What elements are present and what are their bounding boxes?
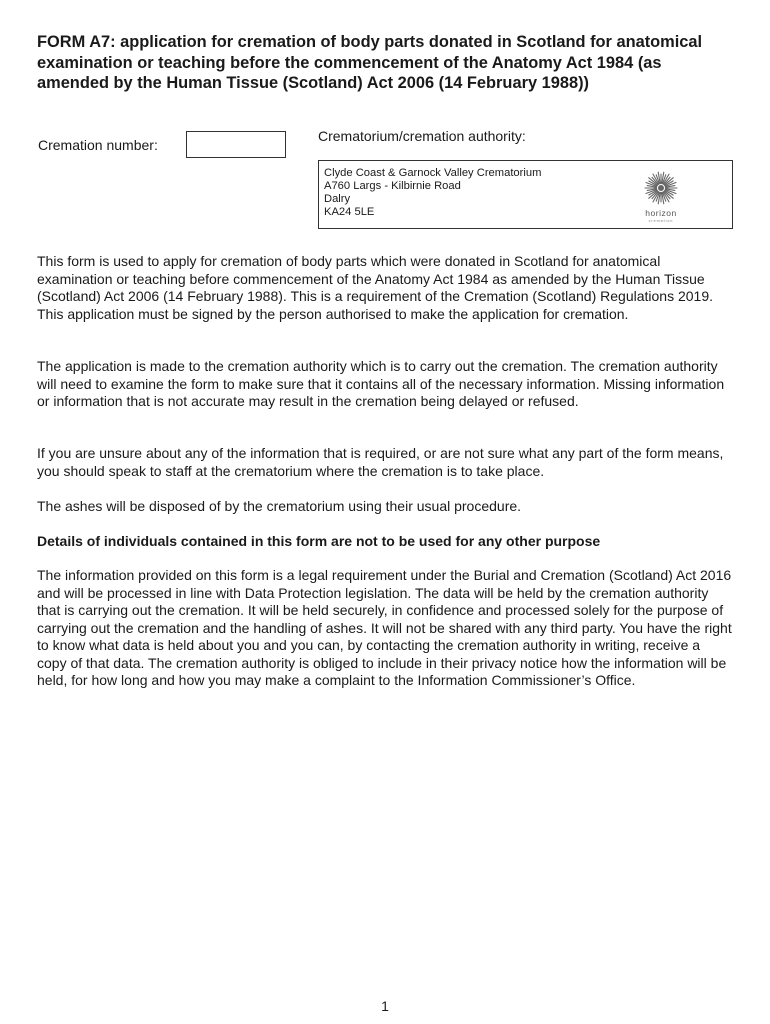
guidance-paragraph: If you are unsure about any of the information that is required, or are not sure what any part of the form means, you should speak to staff at the crematorium where the cremation is to take place. (37, 445, 724, 479)
application-paragraph: The application is made to the cremation authority which is to carry out the cremation. The cremation authority will need to examine the form to make sure that it contains all of the necessary information. Missing information or information that is not accurate may result in the cremation being delayed or refused. (37, 358, 725, 409)
sunburst-logo-icon (641, 171, 681, 207)
crematorium-address (324, 167, 541, 219)
cremation-number-label: Cremation number: (38, 137, 158, 153)
address-line: KA24 5LE (324, 206, 375, 218)
horizon-cremation-logo (641, 171, 681, 223)
data-protection-paragraph: The information provided on this form is a legal requirement under the Burial and Cremation (Scotland) Act 2016 and will be processed in line with Data Protection legislation. The data will be held by the cremation authority that is carrying out the cremation. It will be held securely, in confidence and processed solely for the purpose of carrying out the cremation and the handling of ashes. It will not be shared with any third party. You have the right to know what data is held about you and you can, by contacting the cremation authority in writing, receive a copy of that data. The cremation authority is obliged to include in their privacy notice how the information will be held, for how long and how you may make a complaint to the Information Commissioner’s Office. (37, 567, 732, 688)
data-usage-heading: Details of individuals contained in this form are not to be used for any other purpose (37, 533, 601, 549)
address-line: Dalry (324, 193, 351, 205)
page-number: 1 (381, 998, 389, 1014)
address-line: Clyde Coast & Garnock Valley Crematorium (324, 167, 542, 179)
crematorium-authority-label: Crematorium/cremation authority: (318, 128, 526, 144)
intro-paragraph: This form is used to apply for cremation of body parts which were donated in Scotland for anatomical examination or teaching before commencement of the Anatomy Act 1984 as amended by the Human Tissue (Scotland) Act 2006 (14 February 1988). This is a requirement of the Cremation (Scotland) Regulations 2019. This application must be signed by the person authorised to make the application for cremation. (37, 253, 713, 322)
form-title: FORM A7: application for cremation of body parts donated in Scotland for anatomical examination or teaching before the commencement of the Anatomy Act 1984 (as amended by the Human Tissue (Scotland) Act 2006 (14 February 1988)) (37, 33, 703, 92)
cremation-number-field[interactable] (186, 131, 286, 158)
crematorium-authority-box (318, 160, 733, 229)
ashes-paragraph: The ashes will be disposed of by the crematorium using their usual procedure. (37, 498, 522, 514)
logo-wordmark: horizon (645, 208, 677, 218)
address-line: A760 Largs - Kilbirnie Road (324, 180, 461, 192)
logo-subtitle: cremation (648, 219, 674, 223)
